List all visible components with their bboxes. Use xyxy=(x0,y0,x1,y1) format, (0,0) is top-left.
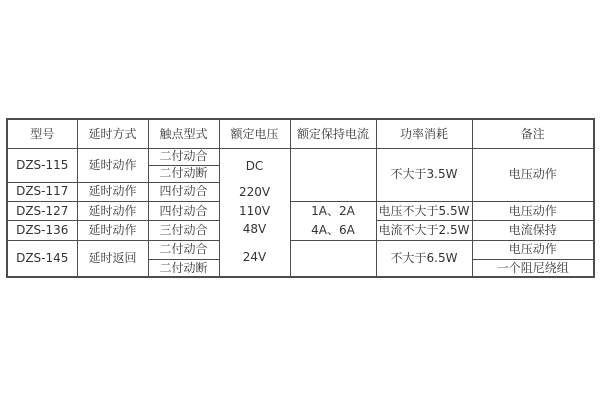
cell-model-dzs127: DZS-127 xyxy=(7,201,77,221)
cell-delay-dzs136: 延时动作 xyxy=(77,221,148,241)
cell-remark-dzs115-117: 电压动作 xyxy=(472,148,594,201)
cell-delay-dzs127: 延时动作 xyxy=(77,201,148,221)
cell-delay-dzs117: 延时动作 xyxy=(77,182,148,201)
voltage-220v: 220V xyxy=(238,184,271,199)
header-power-consumption: 功率消耗 xyxy=(376,119,472,148)
cell-remark-dzs136: 电流保持 xyxy=(472,221,594,241)
holding-current-line-1: 1A、2A xyxy=(311,203,355,218)
cell-remark-dzs145-b: 一个阻尼绕组 xyxy=(472,259,594,277)
cell-model-dzs145: DZS-145 xyxy=(7,240,77,277)
voltage-24v: 24V xyxy=(242,249,267,264)
cell-model-dzs115: DZS-115 xyxy=(7,148,77,182)
voltage-110v: 110V xyxy=(238,203,271,218)
table-row xyxy=(7,240,594,259)
cell-contact-dzs136: 三付动合 xyxy=(148,221,219,241)
cell-power-dzs127: 电压不大于5.5W xyxy=(376,201,472,221)
voltage-value-stack xyxy=(220,149,290,275)
cell-contact-dzs127: 四付动合 xyxy=(148,201,219,221)
header-row xyxy=(7,119,594,148)
cell-rated-voltage-group xyxy=(219,148,290,277)
cell-remark-dzs145-a: 电压动作 xyxy=(472,240,594,259)
cell-contact-dzs145-b: 二付动断 xyxy=(148,259,219,277)
header-rated-holding-current: 额定保持电流 xyxy=(290,119,376,148)
cell-contact-dzs115-a: 二付动合 xyxy=(148,148,219,165)
header-rated-voltage: 额定电压 xyxy=(219,119,290,148)
cell-power-dzs145: 不大于6.5W xyxy=(376,240,472,277)
header-delay-mode: 延时方式 xyxy=(77,119,148,148)
header-model: 型号 xyxy=(7,119,77,148)
holding-current-stack xyxy=(291,202,376,240)
header-remarks: 备注 xyxy=(472,119,594,148)
cell-holding-current-values xyxy=(290,201,376,240)
cell-delay-dzs145: 延时返回 xyxy=(77,240,148,277)
header-contact-type: 触点型式 xyxy=(148,119,219,148)
cell-holding-current-empty-top xyxy=(290,148,376,201)
table-row xyxy=(7,201,594,221)
holding-current-line-2: 4A、6A xyxy=(311,222,355,237)
relay-spec-table-container xyxy=(6,118,595,278)
cell-model-dzs136: DZS-136 xyxy=(7,221,77,241)
relay-spec-table xyxy=(6,118,595,278)
cell-contact-dzs115-b: 二付动断 xyxy=(148,165,219,182)
cell-remark-dzs127: 电压动作 xyxy=(472,201,594,221)
cell-model-dzs117: DZS-117 xyxy=(7,182,77,201)
cell-power-dzs136: 电流不大于2.5W xyxy=(376,221,472,241)
cell-power-dzs115-117: 不大于3.5W xyxy=(376,148,472,201)
table-row xyxy=(7,148,594,165)
voltage-48v: 48V xyxy=(242,222,267,237)
cell-contact-dzs145-a: 二付动合 xyxy=(148,240,219,259)
cell-holding-current-empty-bottom xyxy=(290,240,376,277)
cell-delay-dzs115: 延时动作 xyxy=(77,148,148,182)
voltage-dc: DC xyxy=(245,158,264,173)
cell-contact-dzs117: 四付动合 xyxy=(148,182,219,201)
